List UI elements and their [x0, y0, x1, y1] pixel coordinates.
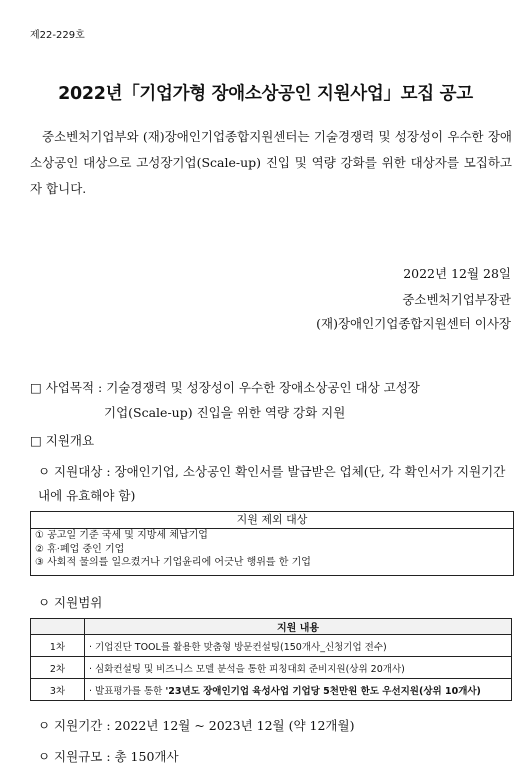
- purpose-line-2: 기업(Scale-up) 진입을 위한 역량 강화 지원: [104, 405, 346, 420]
- table-header-stage: [31, 619, 85, 635]
- content-cell: [85, 635, 512, 657]
- content-text: · 심화컨설팅 및 비즈니스 모델 분석을 통한 피칭대회 준비지원(상위 20개사): [89, 663, 405, 675]
- content-cell: [85, 679, 512, 701]
- exclusion-item: ① 공고일 기준 국세 및 지방세 체납기업: [35, 530, 208, 541]
- content-emphasis: '23년도 장애인기업 육성사업 기업당 5천만원 한도 우선지원(상위 10개사): [165, 685, 481, 697]
- page-title: 2022년「기업가형 장애소상공인 지원사업」모집 공고: [58, 84, 473, 104]
- support-period: ㅇ 지원기간 : 2022년 12월 ~ 2023년 12월 (약 12개월): [38, 718, 355, 733]
- content-text: · 기업진단 TOOL를 활용한 맞춤형 방문컨설팅(150개사_신청기업 전수): [89, 641, 387, 653]
- stage-cell: 2차: [31, 657, 85, 679]
- intro-paragraph: 중소벤처기업부와 (재)장애인기업종합지원센터는 기술경쟁력 및 성장성이 우수한 장애소상공인 대상으로 고성장기업(Scale-up) 진입 및 역량 강화를 위한 대상자를 모집하고자 합니다.: [30, 129, 512, 196]
- issuer-center: (재)장애인기업종합지원센터 이사장: [316, 316, 511, 331]
- content-text: · 발표평가를 통한: [89, 685, 166, 697]
- table-row: [31, 635, 512, 657]
- exclusion-box: [30, 511, 514, 576]
- issuer-ministry: 중소벤처기업부장관: [402, 292, 511, 307]
- exclusion-item: ② 휴·폐업 중인 기업: [35, 543, 125, 555]
- purpose-line-1: □ 사업목적 : 기술경쟁력 및 성장성이 우수한 장애소상공인 대상 고성장: [30, 380, 420, 395]
- announcement-date: 2022년 12월 28일: [403, 266, 511, 281]
- table-header-row: [31, 619, 512, 635]
- table-row: [31, 657, 512, 679]
- content-cell: [85, 657, 512, 679]
- support-target: ㅇ 지원대상 : 장애인기업, 소상공인 확인서를 발급받은 업체(단, 각 확인서가 지원기간 내에 유효해야 함): [38, 464, 506, 503]
- overview-heading: □ 지원개요: [30, 433, 95, 448]
- stage-cell: 3차: [31, 679, 85, 701]
- document-number: 제22-229호: [30, 30, 85, 41]
- scope-table: [30, 618, 512, 701]
- table-header-content: 지원 내용: [85, 619, 512, 635]
- scope-heading: ㅇ 지원범위: [38, 595, 103, 610]
- exclusion-item: ③ 사회적 물의를 일으켰거나 기업윤리에 어긋난 행위를 한 기업: [35, 557, 311, 568]
- table-row: [31, 679, 512, 701]
- exclusion-heading: 지원 제외 대상: [31, 512, 513, 529]
- support-size: ㅇ 지원규모 : 총 150개사: [38, 749, 179, 764]
- stage-cell: 1차: [31, 635, 85, 657]
